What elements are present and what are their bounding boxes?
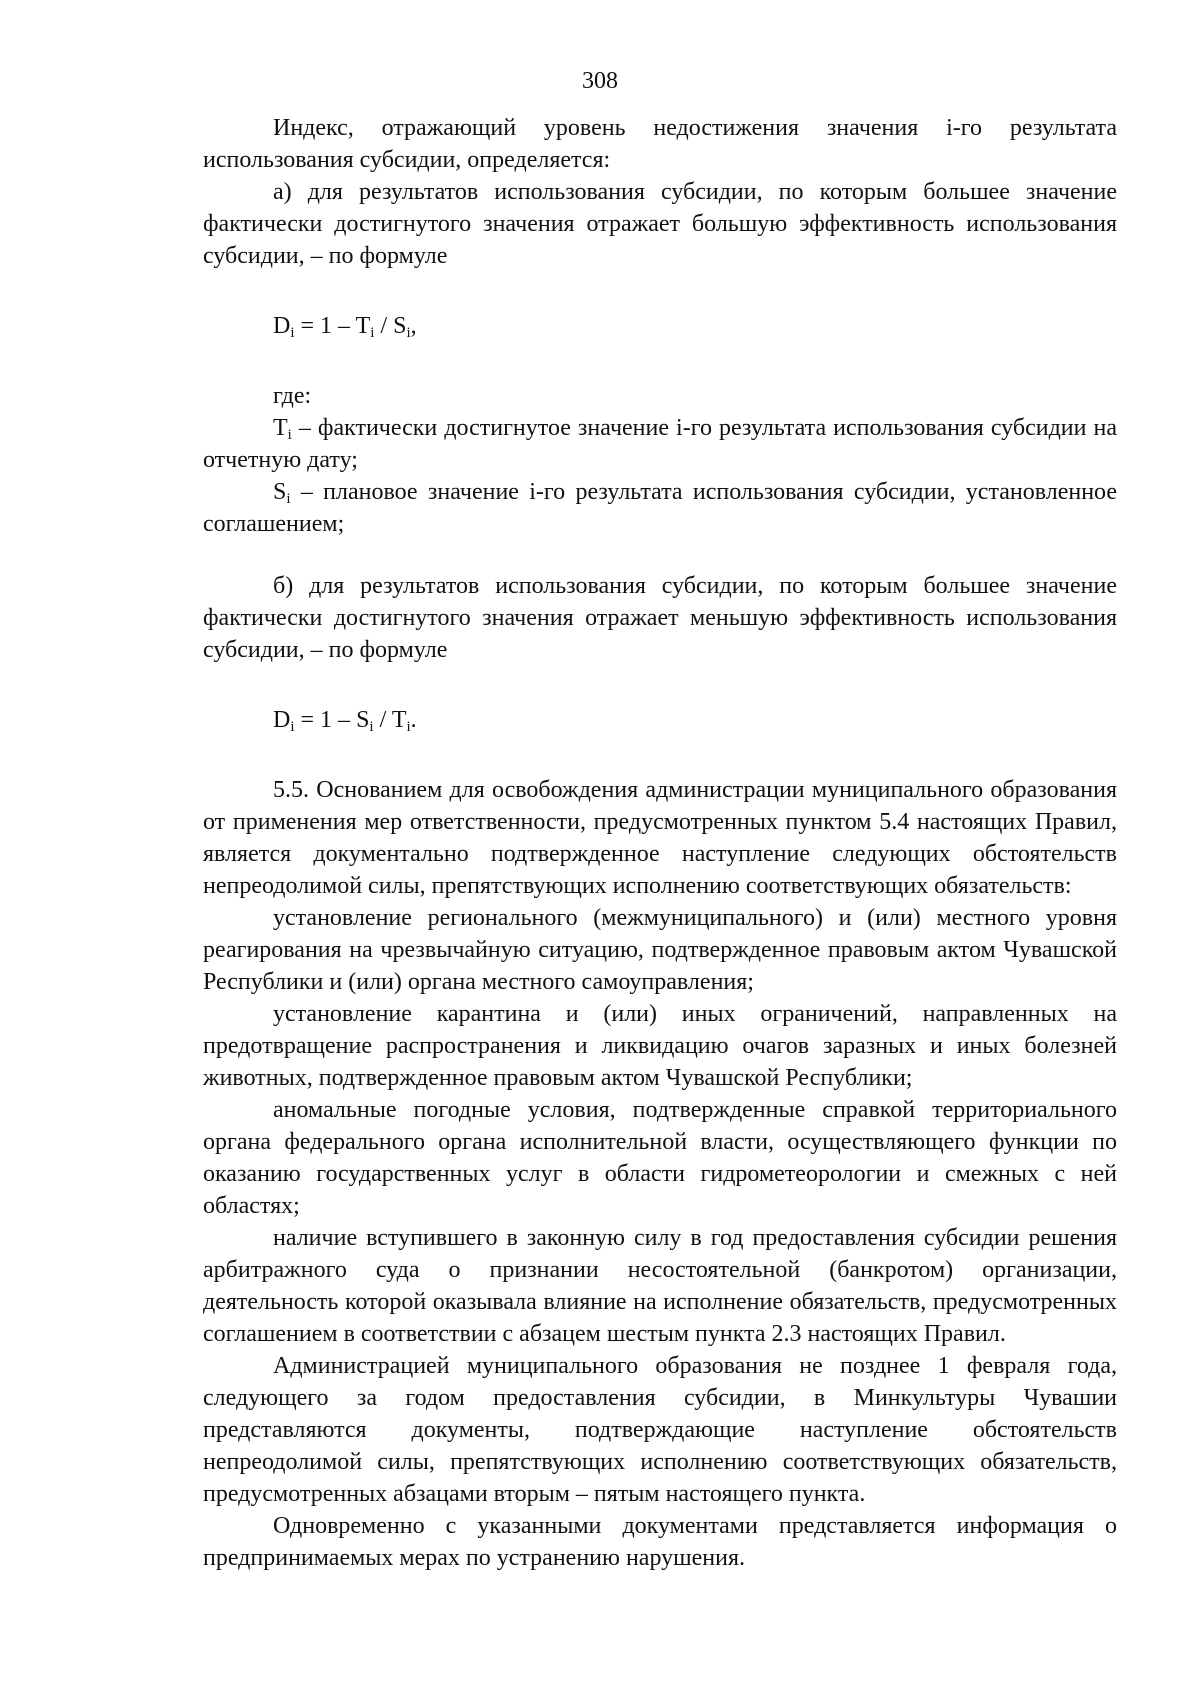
formula-b-denominator-sub: i [406,719,411,735]
formula-b-d-sub: i [290,719,295,735]
list-item-quarantine: установление карантина и (или) иных ограничений, направленных на предотвращение распространения и ликвидацию очагов заразных и иных болезней животных, подтвержденное правовым актом Чувашской Республики; [203,1001,1117,1091]
formula-a-d-sub: i [290,325,295,341]
definition-t [203,412,1117,476]
definition-t-symbol: T [273,415,288,441]
paragraph-5-5: 5.5. Основанием для освобождения администрации муниципального образования от применения мер ответственности, предусмотренных пунктом 5.4 настоящих Правил, является документально подтвержденное наступление следующих обстоятельств непреодолимой силы, препятствующих исполнению соответствующих обязательств: [203,777,1117,899]
formula-a-denominator-sub: i [406,325,411,341]
where-label: где: [273,383,312,409]
list-item-bankruptcy: наличие вступившего в законную силу в год предоставления субсидии решения арбитражного суда о признании несостоятельной (банкротом) организации, деятельность которой оказывала влияние на исполнение обязательств, предусмотренных соглашением в соответствии с абзацем шестым пункта 2.3 настоящих Правил. [203,1225,1117,1347]
formula-a-denominator: S [393,313,407,339]
paragraph-simultaneous: Одновременно с указанными документами представляется информация о предпринимаемых мерах по устранению нарушения. [203,1513,1117,1571]
formula-b-denominator: T [391,707,407,733]
page-body [203,112,1117,1574]
formula-b-end: . [410,707,417,733]
definition-s-sub: i [286,491,291,507]
formula-a-numerator-sub: i [370,325,375,341]
formula-b-numerator-sub: i [369,719,374,735]
formula-a-mid: = 1 – [294,313,356,339]
paragraph-index-intro: Индекс, отражающий уровень недостижения значения i-го результата использования субсидии, определяется: [203,115,1117,173]
formula-b-d: D [273,707,291,733]
paragraph-administration: Администрацией муниципального образования не позднее 1 февраля года, следующего за годом предоставления субсидии, в Минкультуры Чувашии представляются документы, подтверждающие наступление обстоятельств непреодолимой силы, препятствующих исполнению соответствующих обязательств, предусмотренных абзацами вторым – пятым настоящего пункта. [203,1353,1117,1507]
formula-b-mid: = 1 – [294,707,357,733]
definition-s [203,476,1117,540]
formula-a-d: D [273,313,291,339]
formula-b [203,704,1117,736]
list-item-regional-emergency: установление регионального (межмуниципального) и (или) местного уровня реагирования на чрезвычайную ситуацию, подтвержденное правовым актом Чувашской Республики и (или) органа местного самоуправления; [203,905,1117,995]
definition-t-sub: i [287,427,292,443]
list-item-weather: аномальные погодные условия, подтвержденные справкой территориального органа федерального органа исполнительной власти, осуществляющего функции по оказанию государственных услуг в области гидрометеорологии и смежных с ней областях; [203,1097,1117,1219]
paragraph-case-a: а) для результатов использования субсидии, по которым большее значение фактически достигнутого значения отражает большую эффективность использования субсидии, – по формуле [203,179,1117,269]
formula-a-numerator: T [355,313,371,339]
page-number: 308 [582,68,618,94]
formula-a-slash: / [374,313,394,339]
definition-s-text: – плановое значение i-го результата использования субсидии, установленное соглашением; [203,479,1117,537]
formula-b-numerator: S [356,707,370,733]
formula-a [203,310,1117,342]
definition-s-symbol: S [273,479,287,505]
formula-a-end: , [410,313,417,339]
paragraph-case-b: б) для результатов использования субсидии, по которым большее значение фактически достигнутого значения отражает меньшую эффективность использования субсидии, – по формуле [203,573,1117,663]
definition-t-text: – фактически достигнутое значение i-го результата использования субсидии на отчетную дату; [203,415,1117,473]
formula-b-slash: / [373,707,392,733]
